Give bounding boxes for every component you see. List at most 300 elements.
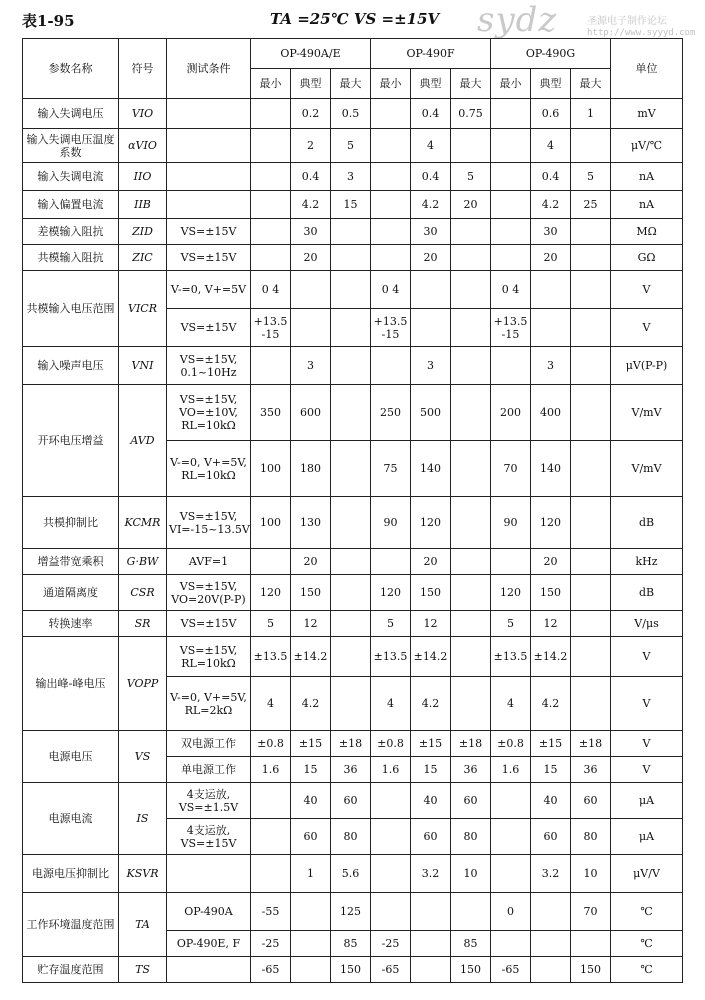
- value-cell: ±0.8: [371, 731, 411, 757]
- value-cell: 3.2: [411, 855, 451, 893]
- table-row: [23, 219, 683, 245]
- unit-cell: mV: [611, 99, 683, 129]
- test-condition: 单电源工作: [167, 757, 251, 783]
- table-row: [23, 783, 683, 819]
- value-cell: 15: [531, 757, 571, 783]
- value-cell: 0.4: [411, 99, 451, 129]
- value-cell: [371, 245, 411, 271]
- value-cell: 60: [531, 819, 571, 855]
- value-cell: 3: [291, 347, 331, 385]
- param-symbol: KCMR: [119, 497, 167, 549]
- value-cell: 60: [571, 783, 611, 819]
- param-symbol: CSR: [119, 575, 167, 611]
- value-cell: 4.2: [411, 677, 451, 731]
- value-cell: 15: [411, 757, 451, 783]
- value-cell: [491, 855, 531, 893]
- value-cell: [531, 931, 571, 957]
- test-condition: V-=0, V+=5V: [167, 271, 251, 309]
- param-symbol: VICR: [119, 271, 167, 347]
- value-cell: ±15: [531, 731, 571, 757]
- value-cell: [491, 191, 531, 219]
- value-cell: [571, 271, 611, 309]
- value-cell: 120: [251, 575, 291, 611]
- value-cell: 250: [371, 385, 411, 441]
- table-number: 表1-95: [22, 12, 75, 30]
- col-symbol: 符号: [119, 39, 167, 99]
- param-name: 输入失调电压温度系数: [23, 129, 119, 163]
- value-cell: -25: [371, 931, 411, 957]
- value-cell: [531, 957, 571, 983]
- param-symbol: αVIO: [119, 129, 167, 163]
- param-name: 增益带宽乘积: [23, 549, 119, 575]
- value-cell: [571, 575, 611, 611]
- value-cell: [371, 99, 411, 129]
- value-cell: [371, 819, 411, 855]
- value-cell: 150: [571, 957, 611, 983]
- test-conditions: TA =25℃ VS =±15V: [270, 10, 440, 28]
- value-cell: [451, 893, 491, 931]
- value-cell: 150: [411, 575, 451, 611]
- col-unit: 单位: [611, 39, 683, 99]
- value-cell: 120: [371, 575, 411, 611]
- value-cell: 120: [491, 575, 531, 611]
- value-cell: 15: [291, 757, 331, 783]
- test-condition: VS=±15V: [167, 219, 251, 245]
- value-cell: 4.2: [531, 191, 571, 219]
- unit-cell: μV/V: [611, 855, 683, 893]
- value-cell: [371, 855, 411, 893]
- sub-typ: 典型: [531, 69, 571, 99]
- table-row: [23, 497, 683, 549]
- test-condition: AVF=1: [167, 549, 251, 575]
- param-name: 输入噪声电压: [23, 347, 119, 385]
- value-cell: ±15: [291, 731, 331, 757]
- value-cell: [291, 931, 331, 957]
- unit-cell: MΩ: [611, 219, 683, 245]
- value-cell: [451, 385, 491, 441]
- value-cell: 36: [451, 757, 491, 783]
- value-cell: [251, 129, 291, 163]
- value-cell: 12: [531, 611, 571, 637]
- param-symbol: VS: [119, 731, 167, 783]
- param-name: 转换速率: [23, 611, 119, 637]
- sub-max: 最大: [451, 69, 491, 99]
- sub-max: 最大: [331, 69, 371, 99]
- table-row: [23, 637, 683, 677]
- value-cell: 2: [291, 129, 331, 163]
- sub-min: 最小: [371, 69, 411, 99]
- value-cell: [451, 677, 491, 731]
- param-symbol: VNI: [119, 347, 167, 385]
- value-cell: [571, 637, 611, 677]
- param-symbol: IS: [119, 783, 167, 855]
- param-name: 共模输入电压范围: [23, 271, 119, 347]
- value-cell: [251, 855, 291, 893]
- value-cell: [251, 245, 291, 271]
- value-cell: 75: [371, 441, 411, 497]
- unit-cell: V/μs: [611, 611, 683, 637]
- watermark-logo: sydz: [477, 0, 558, 40]
- value-cell: 0 4: [251, 271, 291, 309]
- unit-cell: V: [611, 757, 683, 783]
- value-cell: [531, 271, 571, 309]
- value-cell: [411, 309, 451, 347]
- param-name: 共模输入阻抗: [23, 245, 119, 271]
- value-cell: [531, 893, 571, 931]
- param-symbol: ZIC: [119, 245, 167, 271]
- table-row: [23, 611, 683, 637]
- value-cell: 4: [531, 129, 571, 163]
- value-cell: [291, 957, 331, 983]
- value-cell: 12: [411, 611, 451, 637]
- value-cell: 3: [331, 163, 371, 191]
- value-cell: ±14.2: [411, 637, 451, 677]
- value-cell: [371, 783, 411, 819]
- value-cell: [491, 163, 531, 191]
- param-name: 电源电压: [23, 731, 119, 783]
- value-cell: [451, 271, 491, 309]
- value-cell: [371, 549, 411, 575]
- value-cell: 40: [531, 783, 571, 819]
- value-cell: 140: [411, 441, 451, 497]
- value-cell: 85: [451, 931, 491, 957]
- test-condition: [167, 163, 251, 191]
- table-row: [23, 893, 683, 931]
- value-cell: 3: [411, 347, 451, 385]
- value-cell: 1: [571, 99, 611, 129]
- param-name: 输入失调电流: [23, 163, 119, 191]
- value-cell: 120: [531, 497, 571, 549]
- unit-cell: V: [611, 677, 683, 731]
- value-cell: 4: [371, 677, 411, 731]
- value-cell: [331, 637, 371, 677]
- value-cell: ±14.2: [531, 637, 571, 677]
- spec-table: [22, 38, 683, 983]
- param-name: 电源电压抑制比: [23, 855, 119, 893]
- value-cell: 150: [531, 575, 571, 611]
- value-cell: [411, 893, 451, 931]
- value-cell: 5: [251, 611, 291, 637]
- param-name: 输出峰-峰电压: [23, 637, 119, 731]
- value-cell: 4.2: [531, 677, 571, 731]
- value-cell: ±13.5: [371, 637, 411, 677]
- table-row: [23, 245, 683, 271]
- unit-cell: μA: [611, 819, 683, 855]
- value-cell: 40: [411, 783, 451, 819]
- value-cell: [571, 129, 611, 163]
- value-cell: 125: [331, 893, 371, 931]
- unit-cell: GΩ: [611, 245, 683, 271]
- table-row: [23, 957, 683, 983]
- value-cell: [331, 549, 371, 575]
- value-cell: 40: [291, 783, 331, 819]
- param-name: 贮存温度范围: [23, 957, 119, 983]
- value-cell: [291, 893, 331, 931]
- value-cell: [491, 219, 531, 245]
- value-cell: 0 4: [491, 271, 531, 309]
- table-row: [23, 99, 683, 129]
- value-cell: [451, 309, 491, 347]
- value-cell: [291, 309, 331, 347]
- value-cell: [331, 497, 371, 549]
- value-cell: 1: [291, 855, 331, 893]
- value-cell: ±18: [571, 731, 611, 757]
- param-symbol: IIO: [119, 163, 167, 191]
- param-symbol: TS: [119, 957, 167, 983]
- test-condition: [167, 129, 251, 163]
- value-cell: 90: [491, 497, 531, 549]
- value-cell: [291, 271, 331, 309]
- unit-cell: nA: [611, 191, 683, 219]
- value-cell: [331, 347, 371, 385]
- value-cell: [571, 441, 611, 497]
- test-condition: VS=±15V, VO=±10V, RL=10kΩ: [167, 385, 251, 441]
- value-cell: 5: [451, 163, 491, 191]
- test-condition: 4支运放, VS=±1.5V: [167, 783, 251, 819]
- value-cell: 0.2: [291, 99, 331, 129]
- value-cell: -65: [251, 957, 291, 983]
- test-condition: OP-490E, F: [167, 931, 251, 957]
- value-cell: [571, 677, 611, 731]
- value-cell: +13.5 -15: [371, 309, 411, 347]
- param-symbol: VOPP: [119, 637, 167, 731]
- value-cell: [331, 245, 371, 271]
- value-cell: [411, 931, 451, 957]
- value-cell: 25: [571, 191, 611, 219]
- test-condition: [167, 957, 251, 983]
- value-cell: [491, 129, 531, 163]
- value-cell: [411, 957, 451, 983]
- value-cell: 15: [331, 191, 371, 219]
- value-cell: 70: [491, 441, 531, 497]
- value-cell: [331, 309, 371, 347]
- value-cell: 20: [531, 245, 571, 271]
- value-cell: 0.6: [531, 99, 571, 129]
- value-cell: ±18: [331, 731, 371, 757]
- value-cell: 3.2: [531, 855, 571, 893]
- unit-cell: nA: [611, 163, 683, 191]
- value-cell: [571, 497, 611, 549]
- test-condition: V-=0, V+=5V, RL=10kΩ: [167, 441, 251, 497]
- value-cell: 1.6: [371, 757, 411, 783]
- value-cell: [491, 783, 531, 819]
- unit-cell: ℃: [611, 893, 683, 931]
- value-cell: [491, 549, 531, 575]
- value-cell: [371, 893, 411, 931]
- table-row: [23, 575, 683, 611]
- value-cell: 30: [291, 219, 331, 245]
- value-cell: [451, 575, 491, 611]
- col-param: 参数名称: [23, 39, 119, 99]
- value-cell: 70: [571, 893, 611, 931]
- value-cell: 60: [411, 819, 451, 855]
- param-name: 输入偏置电流: [23, 191, 119, 219]
- value-cell: [251, 163, 291, 191]
- test-condition: 双电源工作: [167, 731, 251, 757]
- param-name: 输入失调电压: [23, 99, 119, 129]
- col-test: 测试条件: [167, 39, 251, 99]
- value-cell: [571, 385, 611, 441]
- value-cell: 90: [371, 497, 411, 549]
- sub-min: 最小: [491, 69, 531, 99]
- value-cell: [491, 347, 531, 385]
- value-cell: 20: [451, 191, 491, 219]
- unit-cell: μV(P-P): [611, 347, 683, 385]
- value-cell: [491, 819, 531, 855]
- table-row: [23, 385, 683, 441]
- table-row: [23, 191, 683, 219]
- unit-cell: ℃: [611, 957, 683, 983]
- value-cell: [451, 611, 491, 637]
- value-cell: 4.2: [291, 677, 331, 731]
- value-cell: [571, 549, 611, 575]
- value-cell: ±0.8: [491, 731, 531, 757]
- value-cell: [451, 245, 491, 271]
- value-cell: [371, 163, 411, 191]
- value-cell: [371, 347, 411, 385]
- value-cell: 130: [291, 497, 331, 549]
- value-cell: 60: [291, 819, 331, 855]
- value-cell: 20: [531, 549, 571, 575]
- value-cell: 12: [291, 611, 331, 637]
- param-name: 电源电流: [23, 783, 119, 855]
- value-cell: [451, 441, 491, 497]
- value-cell: 80: [571, 819, 611, 855]
- param-symbol: VIO: [119, 99, 167, 129]
- value-cell: 4: [251, 677, 291, 731]
- value-cell: ±15: [411, 731, 451, 757]
- test-condition: [167, 191, 251, 219]
- value-cell: 60: [451, 783, 491, 819]
- value-cell: [571, 931, 611, 957]
- value-cell: 0.5: [331, 99, 371, 129]
- param-symbol: ZID: [119, 219, 167, 245]
- table-row: [23, 855, 683, 893]
- test-condition: V-=0, V+=5V, RL=2kΩ: [167, 677, 251, 731]
- unit-cell: V: [611, 637, 683, 677]
- value-cell: 20: [291, 549, 331, 575]
- value-cell: -55: [251, 893, 291, 931]
- value-cell: 30: [411, 219, 451, 245]
- table-row: [23, 163, 683, 191]
- value-cell: 200: [491, 385, 531, 441]
- value-cell: [331, 575, 371, 611]
- value-cell: 5.6: [331, 855, 371, 893]
- test-condition: VS=±15V: [167, 309, 251, 347]
- value-cell: [451, 347, 491, 385]
- value-cell: 36: [571, 757, 611, 783]
- value-cell: +13.5 -15: [251, 309, 291, 347]
- param-symbol: TA: [119, 893, 167, 957]
- value-cell: [491, 931, 531, 957]
- value-cell: 350: [251, 385, 291, 441]
- value-cell: [411, 271, 451, 309]
- sub-max: 最大: [571, 69, 611, 99]
- value-cell: [251, 99, 291, 129]
- value-cell: [531, 309, 571, 347]
- value-cell: 30: [531, 219, 571, 245]
- value-cell: +13.5 -15: [491, 309, 531, 347]
- value-cell: [571, 611, 611, 637]
- param-name: 通道隔离度: [23, 575, 119, 611]
- test-condition: [167, 99, 251, 129]
- value-cell: 400: [531, 385, 571, 441]
- value-cell: -65: [491, 957, 531, 983]
- value-cell: [331, 385, 371, 441]
- value-cell: 600: [291, 385, 331, 441]
- value-cell: 1.6: [251, 757, 291, 783]
- value-cell: 0: [491, 893, 531, 931]
- value-cell: 20: [291, 245, 331, 271]
- value-cell: [251, 549, 291, 575]
- table-row: [23, 129, 683, 163]
- value-cell: 100: [251, 497, 291, 549]
- value-cell: -65: [371, 957, 411, 983]
- value-cell: 500: [411, 385, 451, 441]
- value-cell: [331, 441, 371, 497]
- value-cell: [571, 219, 611, 245]
- value-cell: 5: [371, 611, 411, 637]
- sub-typ: 典型: [411, 69, 451, 99]
- unit-cell: dB: [611, 497, 683, 549]
- value-cell: [571, 309, 611, 347]
- value-cell: 0.75: [451, 99, 491, 129]
- value-cell: [331, 611, 371, 637]
- value-cell: [491, 99, 531, 129]
- unit-cell: V/mV: [611, 385, 683, 441]
- value-cell: 0.4: [291, 163, 331, 191]
- value-cell: [451, 637, 491, 677]
- value-cell: 150: [291, 575, 331, 611]
- value-cell: [491, 245, 531, 271]
- param-name: 共模抑制比: [23, 497, 119, 549]
- value-cell: 36: [331, 757, 371, 783]
- value-cell: ±13.5: [491, 637, 531, 677]
- spec-table-body: [23, 99, 683, 983]
- param-name: 差模输入阻抗: [23, 219, 119, 245]
- unit-cell: V: [611, 309, 683, 347]
- value-cell: ±14.2: [291, 637, 331, 677]
- value-cell: ±18: [451, 731, 491, 757]
- table-row: [23, 549, 683, 575]
- test-condition: VS=±15V, 0.1~10Hz: [167, 347, 251, 385]
- value-cell: [251, 191, 291, 219]
- value-cell: 150: [331, 957, 371, 983]
- value-cell: 5: [491, 611, 531, 637]
- value-cell: [371, 191, 411, 219]
- param-name: 工作环境温度范围: [23, 893, 119, 957]
- value-cell: 4: [491, 677, 531, 731]
- value-cell: 0.4: [531, 163, 571, 191]
- sub-typ: 典型: [291, 69, 331, 99]
- param-symbol: SR: [119, 611, 167, 637]
- param-symbol: IIB: [119, 191, 167, 219]
- value-cell: 4.2: [411, 191, 451, 219]
- test-condition: OP-490A: [167, 893, 251, 931]
- value-cell: 10: [451, 855, 491, 893]
- unit-cell: V/mV: [611, 441, 683, 497]
- value-cell: -25: [251, 931, 291, 957]
- value-cell: [331, 219, 371, 245]
- value-cell: [251, 219, 291, 245]
- value-cell: [451, 549, 491, 575]
- group-f: OP-490F: [371, 39, 491, 69]
- value-cell: 20: [411, 245, 451, 271]
- value-cell: [451, 129, 491, 163]
- value-cell: 140: [531, 441, 571, 497]
- unit-cell: ℃: [611, 931, 683, 957]
- test-condition: VS=±15V: [167, 611, 251, 637]
